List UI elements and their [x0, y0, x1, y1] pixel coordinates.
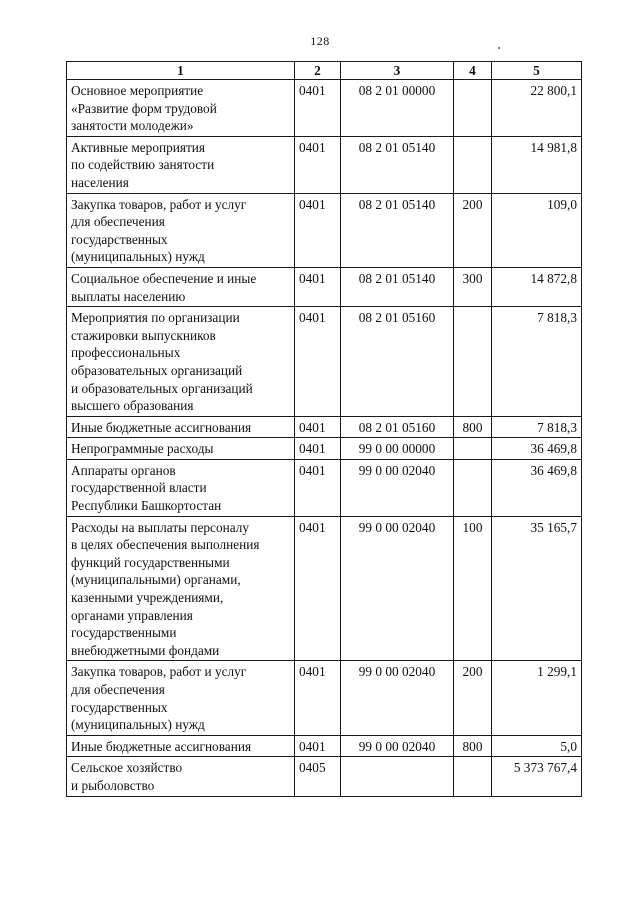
row-amount-cell [492, 459, 582, 516]
row-target-article-text: 08 2 01 05160 [358, 310, 436, 326]
row-expense-type-cell [454, 193, 492, 267]
row-target-article-cell [341, 307, 454, 417]
column-header-1: 1 [67, 62, 295, 80]
row-section-code-text: 0401 [299, 270, 326, 286]
table-row [67, 267, 582, 306]
row-expense-type-text: 200 [462, 664, 483, 680]
row-section-code-text: 0401 [299, 441, 326, 457]
table-row [67, 661, 582, 735]
row-section-code-cell [295, 459, 341, 516]
row-expense-type-text: 800 [462, 419, 483, 435]
row-section-code-text: 0401 [299, 310, 326, 326]
row-expense-type-cell [454, 661, 492, 735]
table-row [67, 735, 582, 757]
table-row [67, 516, 582, 661]
table-row [67, 307, 582, 417]
row-name-cell [67, 416, 295, 438]
row-expense-type-text: 200 [462, 196, 483, 212]
row-amount-text: 35 165,7 [530, 519, 577, 535]
row-section-code-cell [295, 193, 341, 267]
row-amount-cell [492, 735, 582, 757]
row-expense-type-cell [454, 459, 492, 516]
row-section-code-cell [295, 735, 341, 757]
row-amount-cell [492, 267, 582, 306]
row-target-article-text: 08 2 01 05160 [358, 419, 436, 435]
row-expense-type-text: 100 [462, 519, 483, 535]
table-row [67, 416, 582, 438]
row-target-article-cell [341, 136, 454, 193]
row-target-article-cell [341, 193, 454, 267]
row-section-code-cell [295, 438, 341, 460]
row-expense-type-cell [454, 136, 492, 193]
row-amount-cell [492, 516, 582, 661]
row-section-code-cell [295, 661, 341, 735]
row-expense-type-cell [454, 416, 492, 438]
table-header-row [67, 62, 582, 80]
row-name-text: Мероприятия по организации стажировки выпускников профессиональных образовательных организаций и образовательных организаций высшего образования [71, 310, 253, 414]
table-row [67, 80, 582, 137]
row-amount-text: 1 299,1 [537, 664, 577, 680]
row-section-code-cell [295, 80, 341, 137]
row-expense-type-cell [454, 80, 492, 137]
table-row [67, 438, 582, 460]
page-number: 128 [310, 34, 330, 48]
row-name-text: Иные бюджетные ассигнования [71, 738, 252, 754]
row-section-code-text: 0401 [299, 462, 326, 478]
row-amount-text: 7 818,3 [537, 419, 577, 435]
row-target-article-text: 08 2 01 00000 [358, 83, 436, 98]
row-amount-text: 36 469,8 [530, 462, 577, 478]
row-target-article-cell [341, 757, 454, 796]
row-amount-text: 36 469,8 [530, 441, 577, 457]
row-name-text: Социальное обеспечение и иные выплаты населению [71, 270, 257, 304]
scan-speck [498, 47, 500, 49]
row-section-code-cell [295, 307, 341, 417]
row-section-code-text: 0401 [299, 139, 326, 155]
row-expense-type-cell [454, 307, 492, 417]
row-name-cell [67, 193, 295, 267]
row-name-cell [67, 459, 295, 516]
row-amount-cell [492, 307, 582, 417]
row-target-article-cell [341, 459, 454, 516]
row-expense-type-cell [454, 735, 492, 757]
row-name-text: Аппараты органов государственной власти Республики Башкортостан [71, 462, 222, 514]
row-target-article-cell [341, 516, 454, 661]
row-expense-type-text: 300 [462, 270, 483, 286]
row-expense-type-cell [454, 516, 492, 661]
row-amount-text: 14 981,8 [530, 139, 577, 155]
row-amount-cell [492, 757, 582, 796]
row-amount-cell [492, 136, 582, 193]
row-amount-text: 5,0 [560, 738, 577, 754]
row-amount-text: 5 373 767,4 [513, 760, 577, 776]
column-header-4: 4 [454, 62, 492, 80]
row-name-text: Активные мероприятия по содействию занятости населения [71, 139, 215, 190]
row-amount-cell [492, 416, 582, 438]
row-name-cell [67, 735, 295, 757]
row-name-cell [67, 661, 295, 735]
row-section-code-text: 0401 [299, 738, 326, 754]
row-target-article-cell [341, 80, 454, 137]
row-target-article-text: 08 2 01 05140 [358, 139, 436, 155]
row-expense-type-text: 800 [462, 738, 483, 754]
row-amount-cell [492, 661, 582, 735]
row-target-article-cell [341, 661, 454, 735]
row-target-article-cell [341, 416, 454, 438]
table-row [67, 757, 582, 796]
row-section-code-text: 0401 [299, 83, 326, 98]
row-section-code-text: 0401 [299, 664, 326, 680]
row-name-text: Основное мероприятие «Развитие форм трудовой занятости молодежи» [71, 83, 217, 134]
row-name-text: Сельское хозяйство и рыболовство [71, 760, 183, 793]
row-target-article-text: 08 2 01 05140 [358, 196, 436, 212]
row-name-cell [67, 757, 295, 796]
row-section-code-cell [295, 516, 341, 661]
row-amount-text: 7 818,3 [537, 310, 577, 326]
row-name-cell [67, 267, 295, 306]
row-amount-cell [492, 438, 582, 460]
row-section-code-cell [295, 136, 341, 193]
row-name-text: Закупка товаров, работ и услуг для обеспечения государственных (муниципальных) нужд [71, 196, 247, 265]
column-header-2: 2 [295, 62, 341, 80]
row-target-article-cell [341, 438, 454, 460]
row-section-code-cell [295, 416, 341, 438]
table-row [67, 136, 582, 193]
table-row [67, 459, 582, 516]
row-name-text: Закупка товаров, работ и услуг для обеспечения государственных (муниципальных) нужд [71, 664, 247, 733]
row-target-article-text: 99 0 00 02040 [358, 462, 436, 478]
row-name-cell [67, 516, 295, 661]
row-target-article-text: 08 2 01 05140 [358, 270, 436, 286]
table-row [67, 193, 582, 267]
row-target-article-text: 99 0 00 02040 [358, 519, 436, 535]
row-section-code-text: 0401 [299, 196, 326, 212]
row-name-cell [67, 136, 295, 193]
row-section-code-text: 0405 [299, 760, 326, 776]
column-header-3: 3 [341, 62, 454, 80]
row-name-text: Непрограммные расходы [71, 441, 214, 457]
row-amount-text: 22 800,1 [530, 83, 577, 98]
row-amount-cell [492, 193, 582, 267]
row-target-article-text: 99 0 00 02040 [358, 738, 436, 754]
row-section-code-cell [295, 267, 341, 306]
row-name-cell [67, 80, 295, 137]
row-target-article-cell [341, 267, 454, 306]
row-amount-text: 14 872,8 [530, 270, 577, 286]
row-section-code-text: 0401 [299, 419, 326, 435]
row-section-code-text: 0401 [299, 519, 326, 535]
row-expense-type-cell [454, 267, 492, 306]
row-amount-text: 109,0 [547, 196, 577, 212]
row-name-cell [67, 307, 295, 417]
row-section-code-cell [295, 757, 341, 796]
row-name-cell [67, 438, 295, 460]
budget-table [66, 61, 582, 797]
row-name-text: Расходы на выплаты персоналу в целях обеспечения выполнения функций государственными (муниципальными) органами, казенными учреждениями, органами управления государственными внебюджетными фондами [71, 519, 260, 658]
row-target-article-cell [341, 735, 454, 757]
row-expense-type-cell [454, 757, 492, 796]
row-amount-cell [492, 80, 582, 137]
row-target-article-text: 99 0 00 02040 [358, 664, 436, 680]
row-name-text: Иные бюджетные ассигнования [71, 419, 252, 435]
column-header-5: 5 [492, 62, 582, 80]
row-target-article-text: 99 0 00 00000 [358, 441, 436, 457]
table-body [67, 80, 582, 797]
row-expense-type-cell [454, 438, 492, 460]
